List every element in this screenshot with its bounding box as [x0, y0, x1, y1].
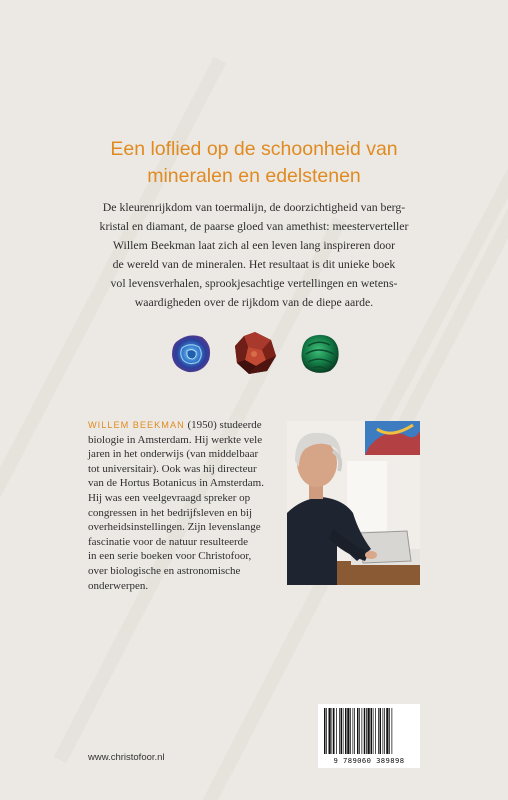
bio-line: fascinatie voor de natuur resulteerde — [88, 535, 249, 548]
barcode-bar — [389, 708, 390, 754]
barcode-bar — [339, 708, 340, 754]
isbn-digits: 9 789060 389898 — [333, 756, 405, 765]
bio-line: Hij was een veelgevraagd spreker op — [88, 491, 251, 504]
barcode-bar — [378, 708, 379, 754]
barcode-bar — [386, 708, 388, 754]
barcode-bar — [368, 708, 370, 754]
barcode-bar — [364, 708, 366, 754]
author-portrait-image — [287, 421, 420, 585]
barcode-bar — [329, 708, 331, 754]
barcode-bar — [373, 708, 374, 754]
barcode-bar — [353, 708, 354, 754]
blurb-line: Willem Beekman laat zich al een leven lang inspireren door — [112, 238, 396, 252]
headline — [60, 136, 448, 190]
barcode-bar — [350, 708, 351, 754]
barcode-bar — [384, 708, 385, 754]
malachite-stone-icon — [296, 330, 342, 376]
author-name: WILLEM BEEKMAN — [88, 420, 185, 430]
barcode-bar — [357, 708, 359, 754]
author-photo — [287, 421, 420, 585]
headline-line: mineralen en edelstenen — [147, 165, 361, 187]
barcode-bar — [343, 708, 344, 754]
barcode-bar — [383, 708, 384, 754]
bio-line: tot universitair). Ook was hij directeur — [88, 462, 257, 475]
barcode-bar — [392, 708, 393, 754]
barcode-bar — [345, 708, 347, 754]
barcode-bar — [326, 708, 327, 754]
barcode-bar — [324, 708, 326, 754]
bio-line: biologie in Amsterdam. Hij werkte vele — [88, 433, 263, 446]
blurb-line: vol levensverhalen, sprookjesachtige vertellingen en wetens- — [110, 276, 398, 290]
bio-line: overheidsinstellingen. Zijn levenslange — [88, 521, 261, 534]
barcode-bar — [336, 708, 337, 754]
barcode-bar — [347, 708, 349, 754]
blurb-line: de wereld van de mineralen. Het resultaat is dit unieke boek — [112, 257, 396, 271]
blurb-line: De kleurenrijkdom van toermalijn, de doorzichtigheid van berg- — [102, 200, 406, 214]
barcode-bar — [341, 708, 343, 754]
barcode-bar — [359, 708, 360, 754]
barcode-bars — [318, 704, 420, 756]
barcode-bar — [354, 708, 355, 754]
gemstone-row — [168, 330, 344, 376]
blurb-line: waardigheden over de rijkdom van de diepe aarde. — [134, 295, 374, 309]
blurb-line: kristal en diamant, de paarse gloed van amethist: meesterverteller — [99, 219, 409, 233]
bio-text: (1950) studeerde — [184, 419, 262, 431]
blue-agate-stone-icon — [168, 330, 214, 376]
barcode-bar — [375, 708, 376, 754]
bio-line: in een serie boeken voor Christofoor, — [88, 550, 252, 563]
barcode-bar — [371, 708, 373, 754]
bio-line: congressen in het bedrijfsleven en bij — [88, 506, 253, 519]
publisher-url[interactable]: www.christofoor.nl — [88, 752, 165, 763]
bio-line: jaren in het onderwijs (van middelbaar — [88, 448, 259, 461]
bio-line: van de Hortus Botanicus in Amsterdam. — [88, 477, 264, 490]
barcode-bar — [333, 708, 335, 754]
headline-line: Een loflied op de schoonheid van — [110, 138, 398, 160]
barcode-bar — [332, 708, 333, 754]
barcode-bar — [366, 708, 367, 754]
bio-line: onderwerpen. — [88, 579, 149, 592]
bio-line — [88, 418, 284, 433]
garnet-crystal-icon — [232, 330, 278, 376]
barcode-bar — [362, 708, 363, 754]
author-bio — [88, 418, 284, 593]
blurb-paragraph — [84, 198, 424, 312]
barcode-bar — [380, 708, 382, 754]
bio-line: over biologische en astronomische — [88, 564, 241, 577]
